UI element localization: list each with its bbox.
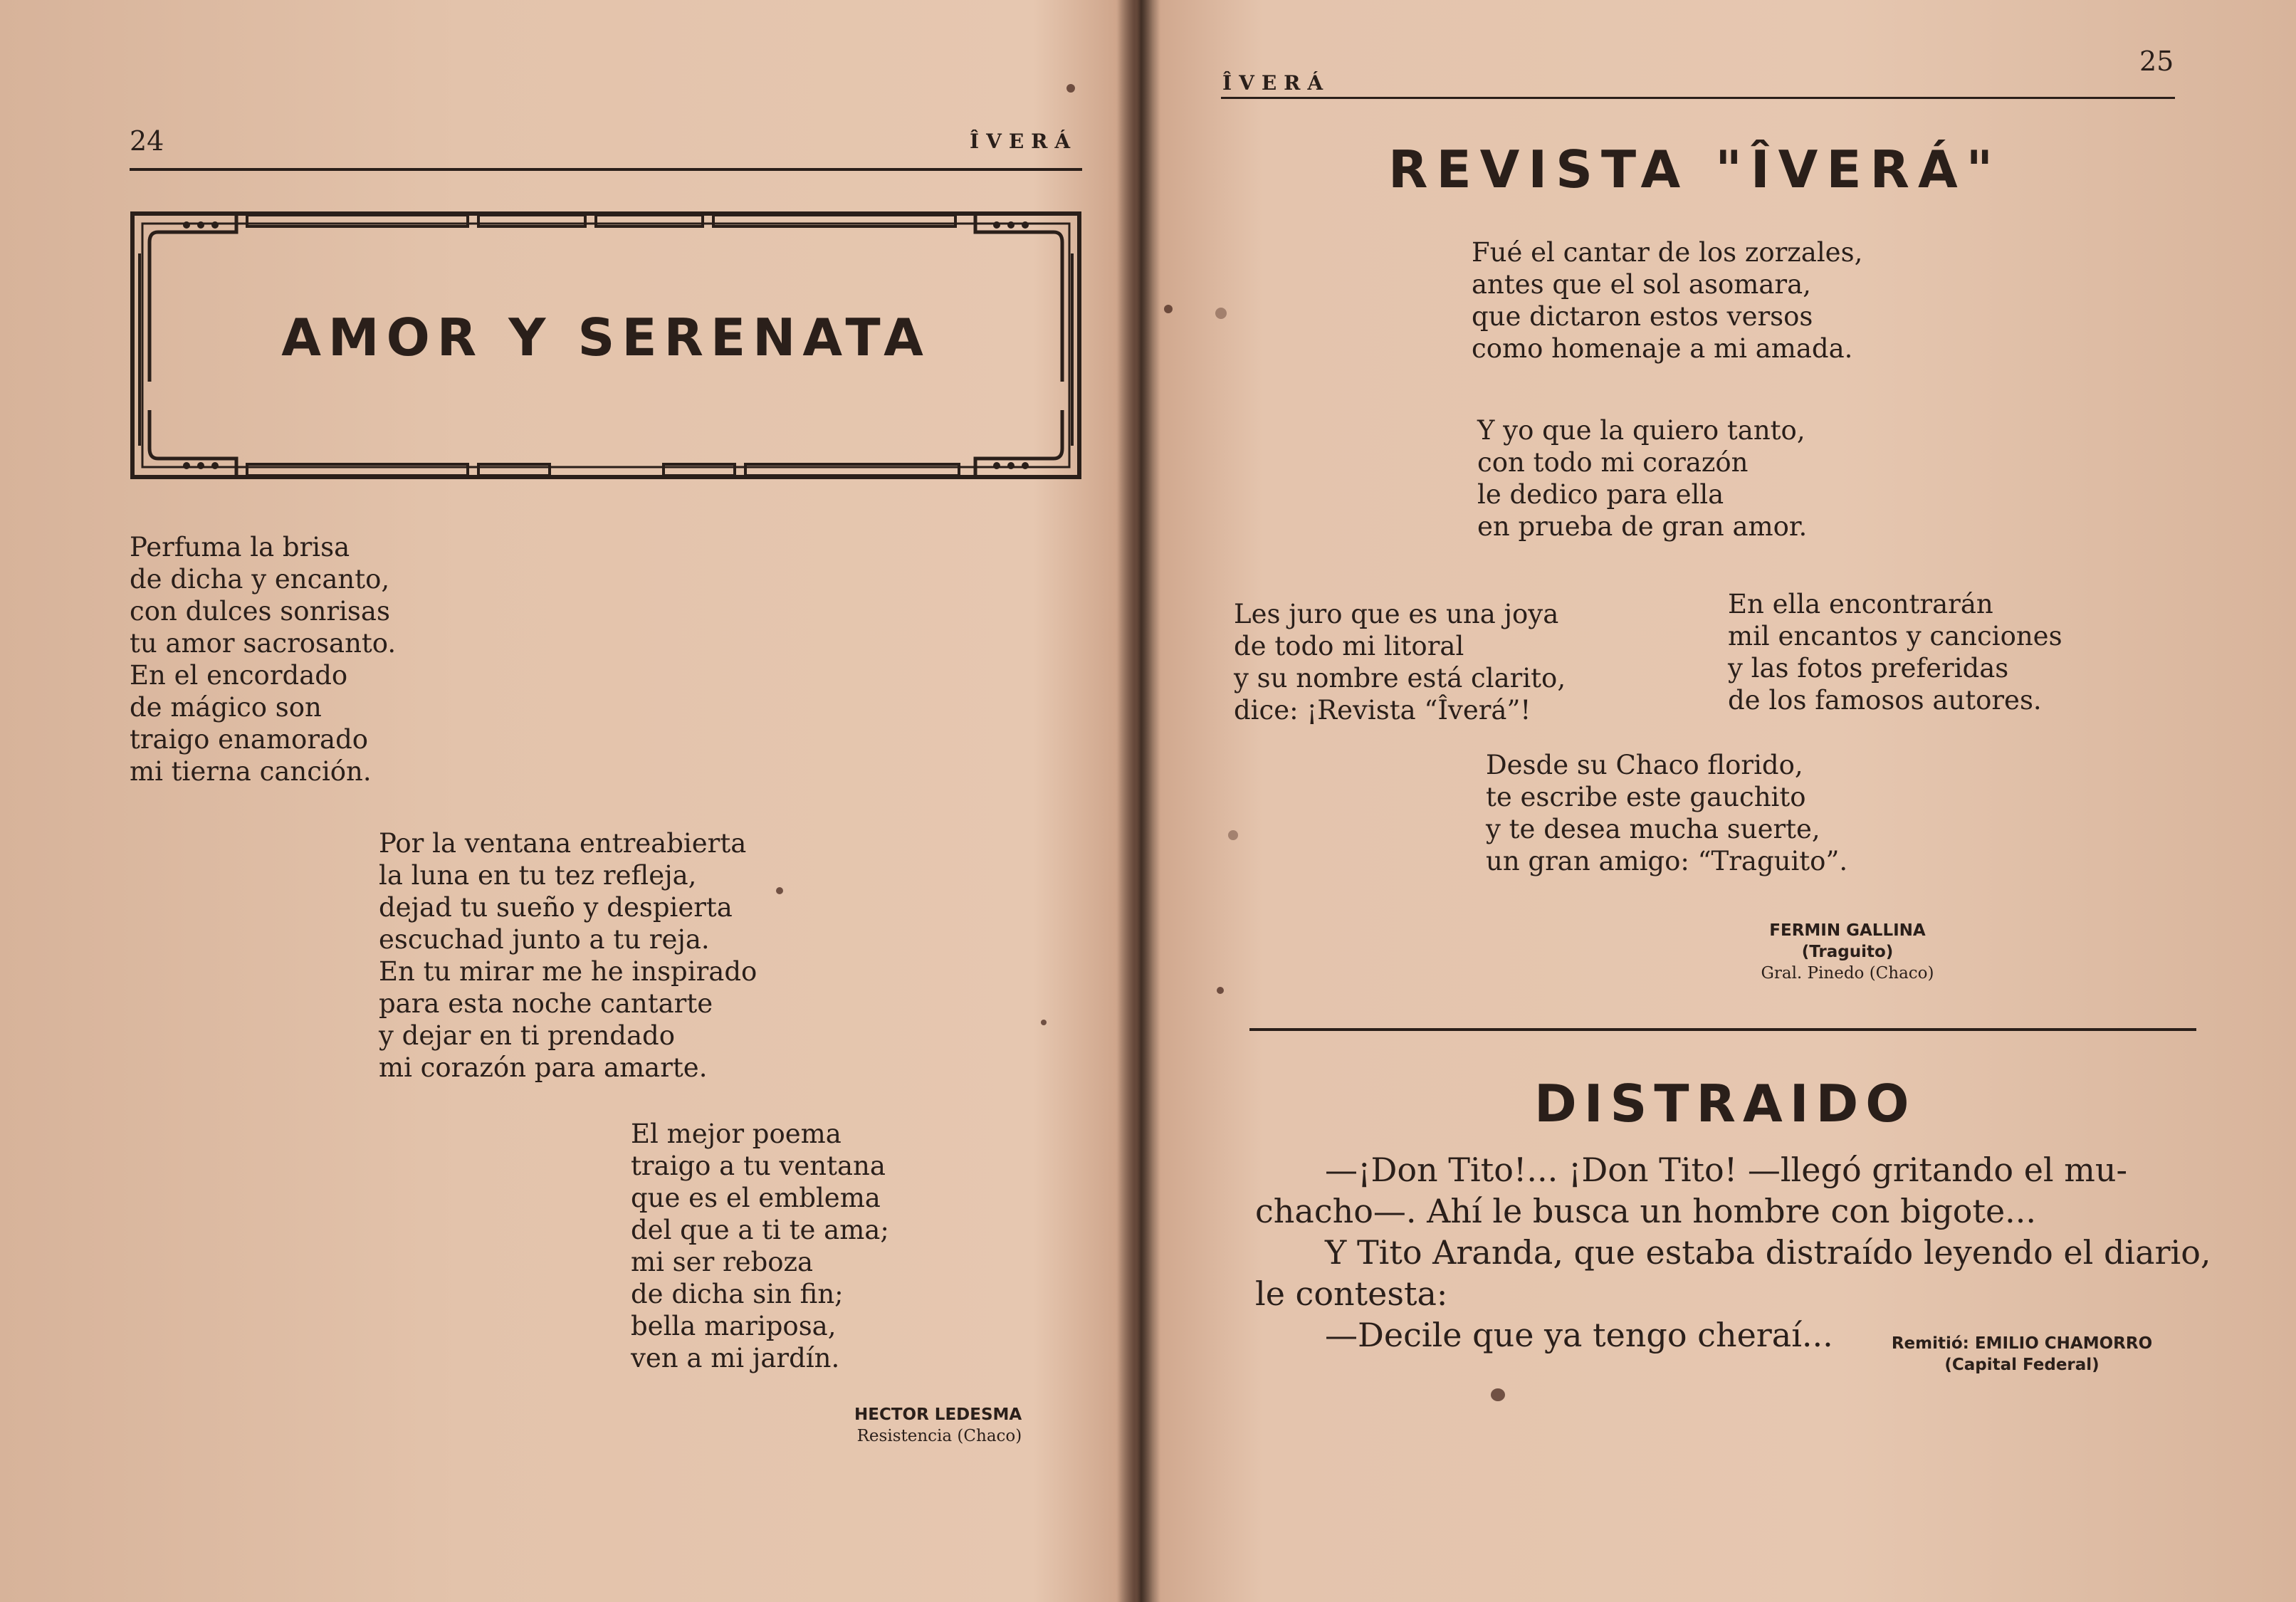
verse-line: que es el emblema	[631, 1183, 881, 1213]
verse-line: Por la ventana entreabierta	[379, 828, 747, 859]
poem-title: AMOR Y SERENATA	[281, 308, 931, 367]
left-page	[0, 0, 1132, 1602]
story-title: DISTRAIDO	[1534, 1074, 1917, 1134]
verse-line: y dejar en ti prendado	[379, 1020, 675, 1051]
verse-line: como homenaje a mi amada.	[1472, 333, 1853, 364]
verse-line: dejad tu sueño y despierta	[379, 892, 733, 923]
verse-line: y las fotos preferidas	[1728, 653, 2009, 684]
verse-line: de todo mi litoral	[1234, 631, 1464, 661]
verse-line: de los famosos autores.	[1728, 685, 2042, 716]
author-signature-right	[1698, 920, 1997, 984]
verse-line: en prueba de gran amor.	[1477, 511, 1808, 542]
paper-speck	[776, 887, 783, 894]
paper-speck	[1041, 1020, 1047, 1025]
paper-speck	[1228, 830, 1238, 840]
story-line: —¡Don Tito!... ¡Don Tito! —llegó gritando el mu-	[1325, 1151, 2128, 1189]
stanza-1	[1472, 236, 1862, 365]
verse-line: te escribe este gauchito	[1486, 782, 1806, 812]
ornamental-title-frame	[130, 211, 1082, 480]
verse-line: Les juro que es una joya	[1234, 599, 1559, 629]
verse-line: Desde su Chaco florido,	[1486, 750, 1803, 780]
verse-line: En ella encontrarán	[1728, 589, 1993, 619]
stanza-1	[130, 531, 396, 787]
sender-location: (Capital Federal)	[1944, 1356, 2100, 1374]
story-line: chacho—. Ahí le busca un hombre con bigote...	[1255, 1192, 2037, 1230]
right-page	[1150, 0, 2296, 1602]
verse-line: mi corazón para amarte.	[379, 1052, 708, 1083]
running-head-right: ÎVERÁ	[1222, 71, 1331, 95]
verse-line: En tu mirar me he inspirado	[379, 956, 758, 987]
story-line: Y Tito Aranda, que estaba distraído leyendo el diario,	[1325, 1233, 2211, 1272]
stanza-2	[1477, 414, 1807, 543]
author-nickname: (Traguito)	[1801, 943, 1894, 961]
paper-speck	[1066, 84, 1075, 93]
stanza-2	[379, 827, 757, 1084]
stanza-3	[631, 1118, 889, 1374]
verse-line: para esta noche cantarte	[379, 988, 713, 1019]
author-name: FERMIN GALLINA	[1769, 921, 1926, 940]
verse-line: En el encordado	[130, 660, 348, 691]
running-head-left: ÎVERÁ	[970, 130, 1078, 153]
verse-line: mil encantos y canciones	[1728, 621, 2062, 651]
verse-line: ven a mi jardín.	[631, 1343, 840, 1373]
page-number-right: 25	[2139, 46, 2174, 77]
story-signature	[1869, 1333, 2175, 1376]
verse-line: mi tierna canción.	[130, 756, 372, 787]
author-name: HECTOR LEDESMA	[854, 1405, 1022, 1424]
story-line: —Decile que ya tengo cheraí...	[1325, 1316, 1833, 1354]
stanza-5	[1486, 749, 1847, 877]
sender-name: Remitió: EMILIO CHAMORRO	[1891, 1334, 2153, 1353]
verse-line: con dulces sonrisas	[130, 596, 390, 627]
verse-line: de mágico son	[130, 692, 322, 723]
verse-line: bella mariposa,	[631, 1311, 837, 1341]
verse-line: traigo enamorado	[130, 724, 369, 755]
story-text	[1255, 1149, 2211, 1356]
stanza-3	[1234, 598, 1566, 726]
verse-line: El mejor poema	[631, 1119, 842, 1149]
verse-line: antes que el sol asomara,	[1472, 269, 1811, 300]
verse-line: del que a ti te ama;	[631, 1215, 889, 1245]
verse-line: mi ser reboza	[631, 1247, 814, 1277]
page-number-left: 24	[130, 125, 164, 157]
story-line: le contesta:	[1255, 1274, 1448, 1313]
header-rule-left	[130, 168, 1082, 171]
verse-line: le dedico para ella	[1477, 479, 1724, 510]
verse-line: un gran amigo: “Traguito”.	[1486, 846, 1848, 876]
verse-line: dice: ¡Revista “Îverá”!	[1234, 695, 1531, 726]
paper-speck	[1217, 987, 1224, 994]
stanza-4	[1728, 588, 2062, 716]
verse-line: que dictaron estos versos	[1472, 301, 1813, 332]
paper-speck	[1215, 308, 1227, 319]
author-location: Resistencia (Chaco)	[856, 1427, 1022, 1445]
verse-line: con todo mi corazón	[1477, 447, 1749, 478]
verse-line: traigo a tu ventana	[631, 1151, 886, 1181]
verse-line: y su nombre está clarito,	[1234, 663, 1566, 693]
verse-line: de dicha y encanto,	[130, 564, 390, 595]
section-divider	[1249, 1028, 2196, 1031]
paper-speck	[1164, 305, 1173, 313]
article-title: REVISTA "ÎVERÁ"	[1388, 140, 2002, 199]
verse-line: tu amor sacrosanto.	[130, 628, 397, 659]
header-rule-right	[1221, 97, 2175, 99]
verse-line: de dicha sin fin;	[631, 1279, 844, 1309]
verse-line: Y yo que la quiero tanto,	[1477, 415, 1805, 446]
verse-line: y te desea mucha suerte,	[1486, 814, 1820, 844]
verse-line: escuchad junto a tu reja.	[379, 924, 710, 955]
paper-speck	[1491, 1388, 1505, 1401]
verse-line: la luna en tu tez refleja,	[379, 860, 697, 891]
verse-line: Fué el cantar de los zorzales,	[1472, 237, 1863, 268]
author-location: Gral. Pinedo (Chaco)	[1761, 964, 1934, 983]
verse-line: Perfuma la brisa	[130, 532, 350, 562]
author-signature-left	[854, 1404, 1022, 1447]
